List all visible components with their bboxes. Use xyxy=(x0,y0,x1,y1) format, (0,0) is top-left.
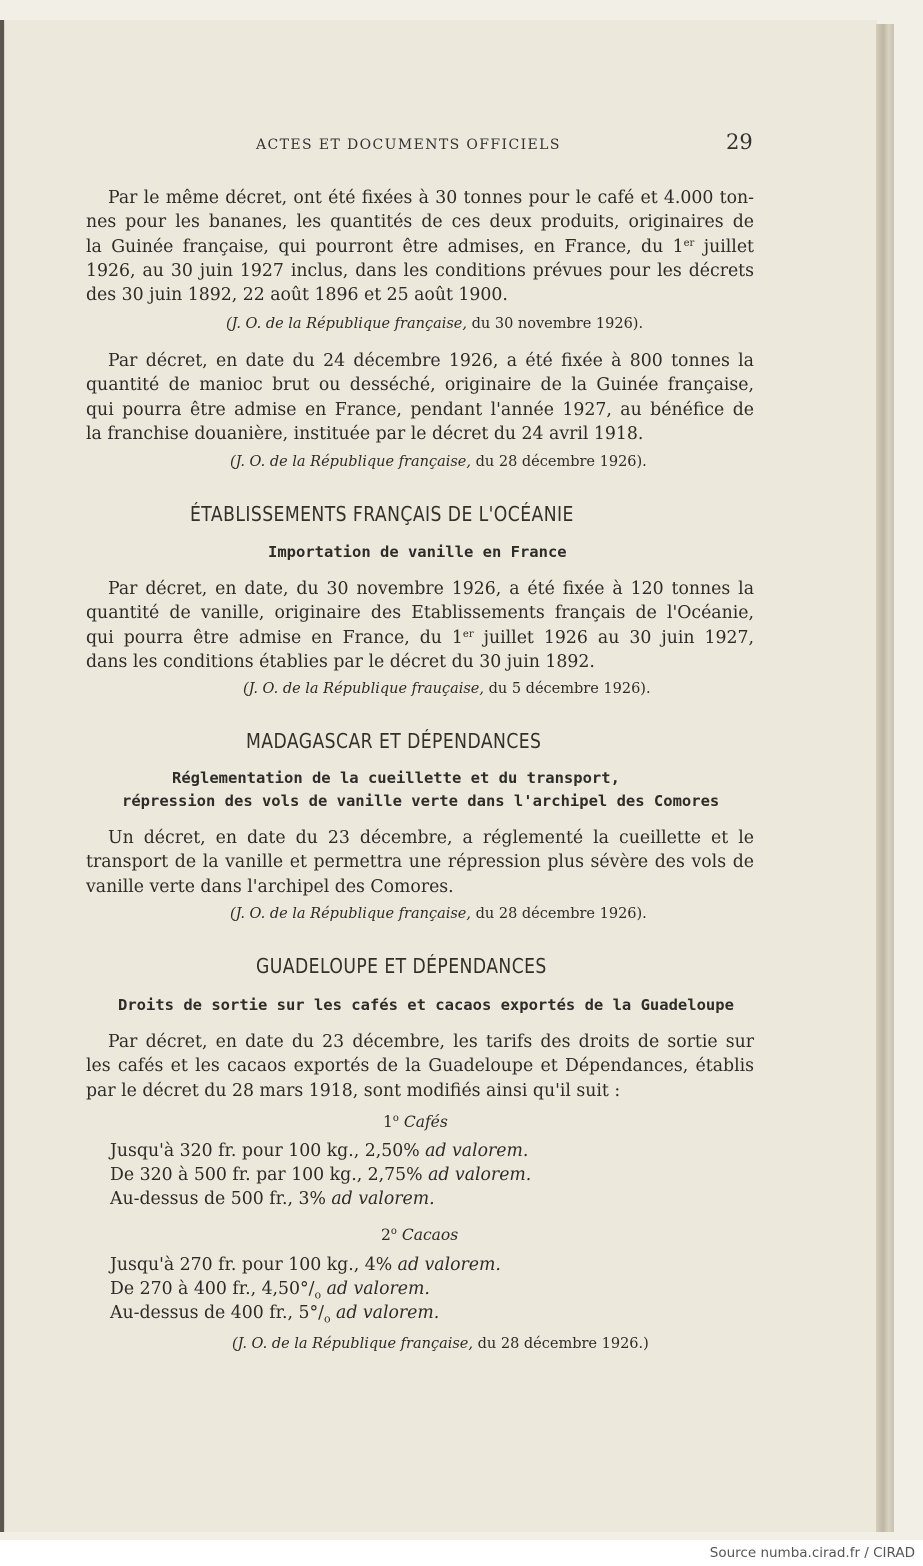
text-line: quantité de manioc brut ou desséché, originaire de la Guinée française, xyxy=(86,375,754,396)
tariff-line: Au-dessus de 400 fr., $5^\circ/_o$ ad valorem. xyxy=(110,1303,440,1326)
tariff-line: Jusqu'à 270 fr. pour 100 kg., 4% ad valorem. xyxy=(110,1255,501,1275)
page-stack-edge xyxy=(876,24,894,1532)
text-line: nes pour les bananes, les quantités de ces deux produits, originaires de xyxy=(86,212,754,233)
text-line: quantité de vanille, originaire des Etablissements français de l'Océanie, xyxy=(86,603,754,624)
text-line: des 30 juin 1892, 22 août 1896 et 25 août 1900. xyxy=(86,285,508,306)
paragraph-1 xyxy=(86,186,754,307)
journal-reference: (J. O. de la République française, du 28 décembre 1926.) xyxy=(232,1336,649,1352)
section-title-guadeloupe: GUADELOUPE ET DÉPENDANCES xyxy=(256,954,547,978)
text-line: Par le même décret, ont été fixées à 30 tonnes pour le café et 4.000 ton- xyxy=(108,188,754,208)
section-title-madagascar: MADAGASCAR ET DÉPENDANCES xyxy=(246,729,542,753)
running-head: ACTES ET DOCUMENTS OFFICIELS xyxy=(256,137,561,153)
text-line: Par décret, en date du 24 décembre 1926, a été fixée à 800 tonnes la xyxy=(108,351,754,371)
tariff-line: Jusqu'à 320 fr. pour 100 kg., 2,50% ad valorem. xyxy=(110,1141,529,1161)
text-line: les cafés et les cacaos exportés de la Guadeloupe et Dépendances, établis xyxy=(86,1056,754,1077)
paragraph-guadeloupe xyxy=(86,1030,754,1103)
text-line: 1926, au 30 juin 1927 inclus, dans les conditions prévues pour les décrets xyxy=(86,260,754,281)
text-line: Par décret, en date, du 30 novembre 1926, a été fixée à 120 tonnes la xyxy=(108,579,754,599)
section-title-oceanie: ÉTABLISSEMENTS FRANÇAIS DE L'OCÉANIE xyxy=(190,502,574,526)
journal-reference: (J. O. de la République frauçaise, du 5 décembre 1926). xyxy=(243,681,651,697)
journal-reference: (J. O. de la République française, du 28 décembre 1926). xyxy=(230,906,647,922)
journal-reference: (J. O. de la République française, du 28 décembre 1926). xyxy=(230,454,647,470)
source-credit: Source numba.cirad.fr / CIRAD xyxy=(709,1545,915,1561)
section-subtitle: Importation de vanille en France xyxy=(268,543,567,561)
text-line: la franchise douanière, instituée par le décret du 24 avril 1918. xyxy=(86,423,644,444)
text-line: qui pourra être admise en France, pendant l'année 1927, au bénéfice de xyxy=(86,399,754,420)
page-number: 29 xyxy=(726,130,753,154)
tariff-line: De 320 à 500 fr. par 100 kg., 2,75% ad valorem. xyxy=(110,1165,532,1185)
text-line: qui pourra être admise en France, du 1er juillet 1926 au 30 juin 1927, xyxy=(86,627,754,648)
text-line: Un décret, en date du 23 décembre, a réglementé la cueillette et le xyxy=(108,828,754,848)
text-line: par le décret du 28 mars 1918, sont modifiés ainsi qu'il suit : xyxy=(86,1080,621,1101)
list-heading-cacaos: 2$^o$ Cacaos xyxy=(381,1226,459,1244)
section-subtitle: Droits de sortie sur les cafés et cacaos exportés de la Guadeloupe xyxy=(118,996,734,1014)
tariff-line: Au-dessus de 500 fr., 3% ad valorem. xyxy=(110,1189,435,1209)
paragraph-2 xyxy=(86,349,754,446)
paragraph-madagascar xyxy=(86,826,754,899)
text-line: Par décret, en date du 23 décembre, les tarifs des droits de sortie sur xyxy=(108,1032,754,1052)
section-subtitle: Réglementation de la cueillette et du transport, xyxy=(172,769,620,787)
text-line: vanille verte dans l'archipel des Comores. xyxy=(86,876,454,897)
text-line: transport de la vanille et permettra une répression plus sévère des vols de xyxy=(86,852,754,873)
journal-reference: (J. O. de la République française, du 30 novembre 1926). xyxy=(226,316,644,332)
section-subtitle: répression des vols de vanille verte dans l'archipel des Comores xyxy=(122,792,720,810)
text-line: dans les conditions établies par le décret du 30 juin 1892. xyxy=(86,651,595,672)
text-line: la Guinée française, qui pourront être admises, en France, du 1er juillet xyxy=(86,236,754,257)
paragraph-oceanie xyxy=(86,577,754,674)
list-heading-cafes: 1$^o$ Cafés xyxy=(383,1113,448,1131)
tariff-line: De 270 à 400 fr., $4,50^\circ/_o$ ad valorem. xyxy=(110,1279,430,1302)
